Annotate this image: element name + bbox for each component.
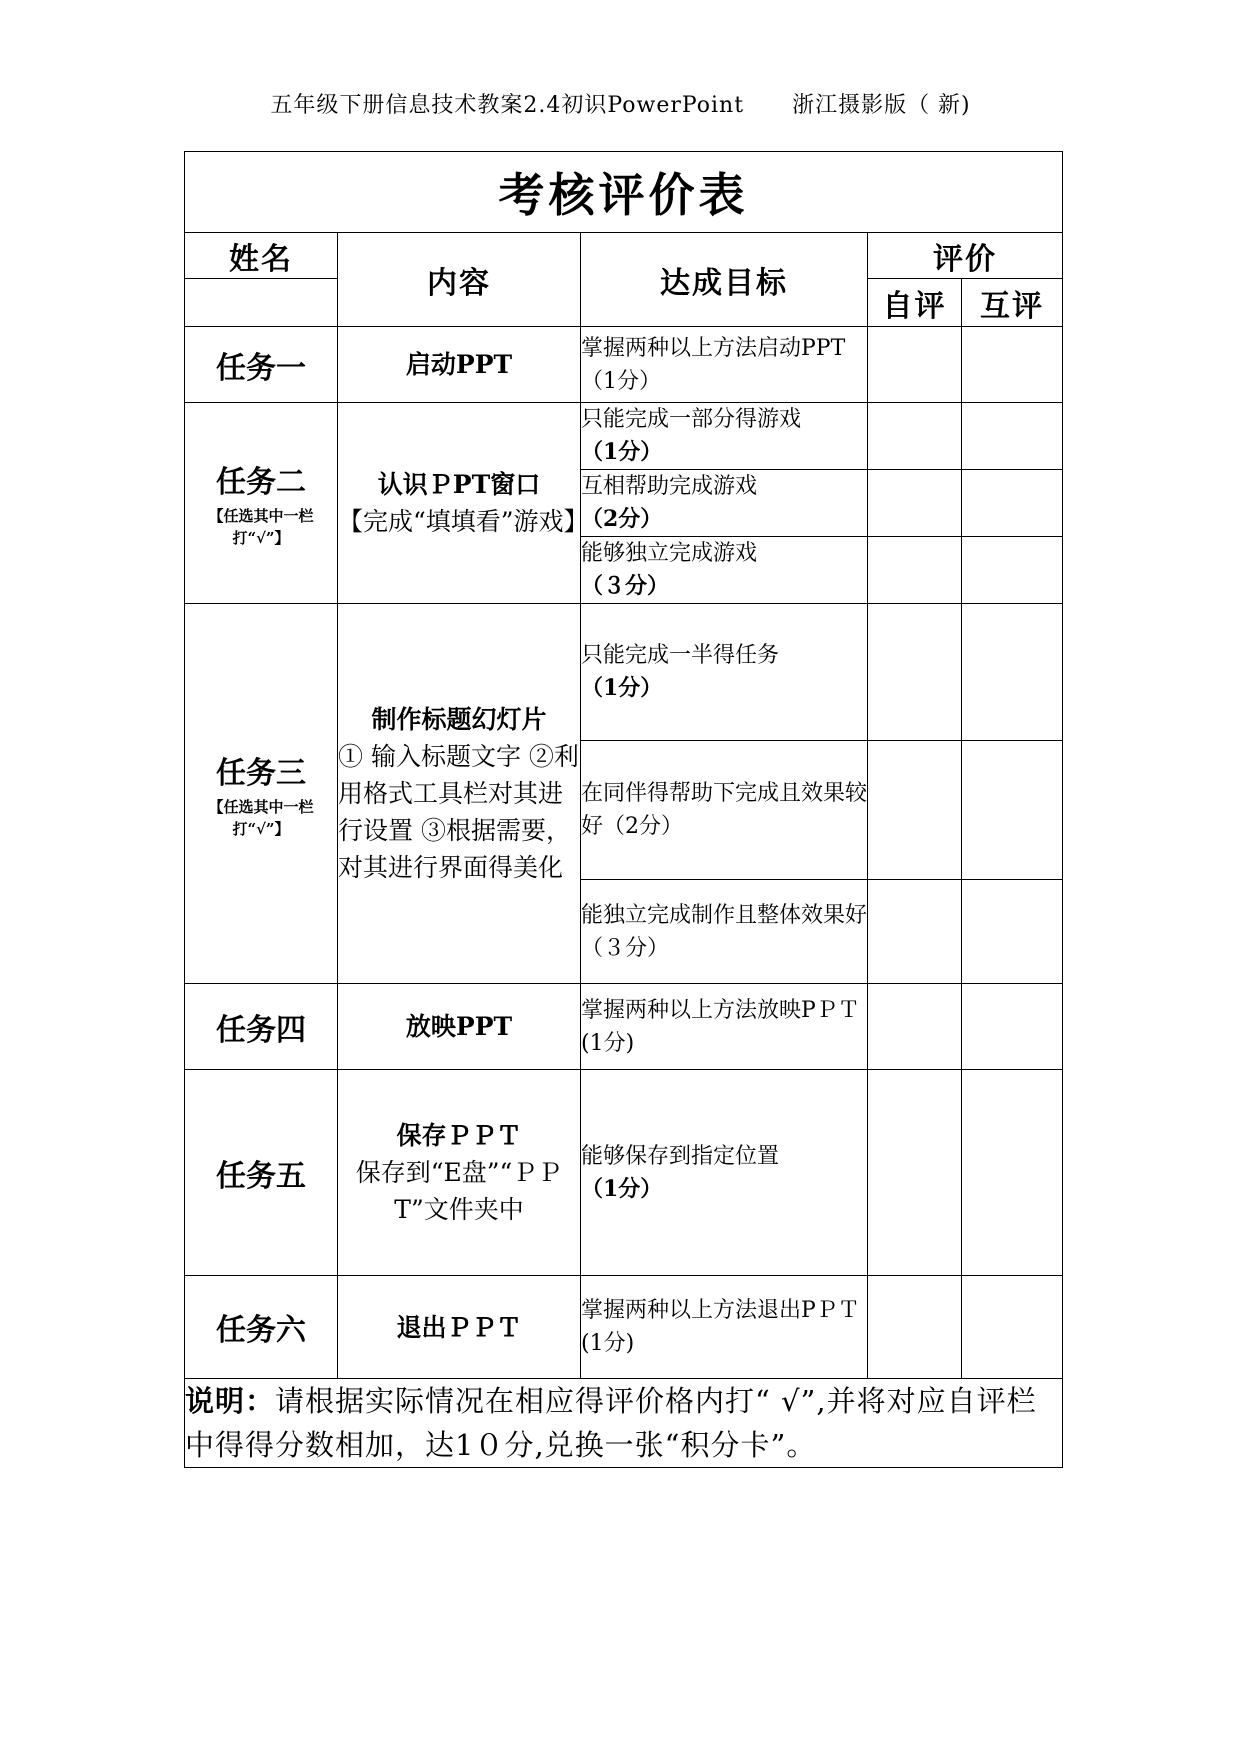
task-3-goal-3: 能独立完成制作且整体效果好（３分） [581,880,868,984]
peer-eval-cell[interactable] [962,470,1063,537]
task-5-goal: 能够保存到指定位置 （1分） [581,1070,868,1276]
instructions-text: 请根据实际情况在相应得评价格内打“ √”,并将对应自评栏中得得分数相加，达1０分,兑换一张“积分卡”。 [185,1384,1037,1462]
instructions-note [185,1379,1063,1468]
peer-eval-cell[interactable] [962,984,1063,1070]
task-2-goal-3: 能够独立完成游戏 （３分） [581,537,868,604]
content-header: 内容 [338,233,581,327]
self-eval-cell[interactable] [868,537,962,604]
task-2-name [185,403,338,604]
peer-eval-cell[interactable] [962,327,1063,403]
header-right: 浙江摄影版（ 新) [792,93,971,118]
name-header: 姓名 [185,233,338,279]
task-2-title: 任务二 [216,465,306,500]
self-eval-cell[interactable] [868,327,962,403]
peer-eval-cell[interactable] [962,403,1063,470]
peer-eval-cell[interactable] [962,741,1063,880]
header-left: 五年级下册信息技术教案2.4初识PowerPoint [270,93,745,118]
task-5-content-sub: 保存到“E盘”“ＰＰT”文件夹中 [355,1158,563,1224]
table-row [185,403,1063,470]
task-4-name: 任务四 [185,984,338,1070]
peer-eval-cell[interactable] [962,880,1063,984]
task-2-goal-2: 互相帮助完成游戏 （2分） [581,470,868,537]
task-2-content [338,403,589,604]
goal-header: 达成目标 [581,233,868,327]
peer-eval-cell[interactable] [962,537,1063,604]
table-row [185,327,1063,403]
task-3-note: 【任选其中一栏打“√”】 [208,797,314,838]
task-6-content: 退出ＰＰＴ [396,1312,522,1342]
peer-eval-cell[interactable] [962,1070,1063,1276]
task-1-name: 任务一 [185,327,338,403]
self-eval-cell[interactable] [868,984,962,1070]
task-3-content-sub: ① 输入标题文字 ②利用格式工具栏对其进行设置 ③根据需要，对其进行界面得美化 [338,742,579,882]
table-row [185,1070,1063,1276]
table-row [185,1276,1063,1379]
peer-eval-cell[interactable] [962,1276,1063,1379]
self-eval-cell[interactable] [868,1070,962,1276]
self-eval-cell[interactable] [868,470,962,537]
task-5-content-title: 保存ＰＰＴ [396,1121,522,1150]
table-row [185,984,1063,1070]
task-2-note: 【任选其中一栏打“√”】 [208,507,314,547]
task-6-goal: 掌握两种以上方法退出PＰＴ(1分) [581,1276,868,1379]
instructions-label: 说明： [185,1384,276,1418]
peer-eval-cell[interactable] [962,604,1063,741]
task-3-name [185,604,338,984]
name-field[interactable] [185,279,338,327]
task-6-name: 任务六 [185,1276,338,1379]
self-eval-header: 自评 [868,279,962,327]
evaluation-header: 评价 [868,233,1063,279]
self-eval-cell[interactable] [868,403,962,470]
task-3-goal-1: 只能完成一半得任务 （1分） [581,604,868,741]
task-2-goal-1: 只能完成一部分得游戏 （1分） [581,403,868,470]
task-5-content [338,1070,581,1276]
task-3-title: 任务三 [216,755,306,791]
task-3-goal-2: 在同伴得帮助下完成且效果较好（2分） [581,741,868,880]
peer-eval-header: 互评 [962,279,1063,327]
self-eval-cell[interactable] [868,741,962,880]
task-2-content-sub: 【完成“填填看”游戏】 [338,507,589,536]
task-2-content-title: 认识ＰPT窗口 [377,470,541,499]
page-header [0,88,1241,119]
task-4-content: 放映PPT [405,1012,513,1041]
task-5-name: 任务五 [185,1070,338,1276]
self-eval-cell[interactable] [868,880,962,984]
table-row [185,604,1063,741]
task-3-content-title: 制作标题幻灯片 [371,705,547,734]
self-eval-cell[interactable] [868,604,962,741]
task-3-content [338,604,581,984]
table-title: 考核评价表 [185,152,1063,233]
evaluation-table [184,151,1063,1468]
task-4-goal: 掌握两种以上方法放映PＰＴ(1分) [581,984,868,1070]
task-1-goal: 掌握两种以上方法启动PPT（1分） [581,327,868,403]
self-eval-cell[interactable] [868,1276,962,1379]
task-1-content: 启动PPT [405,350,513,379]
